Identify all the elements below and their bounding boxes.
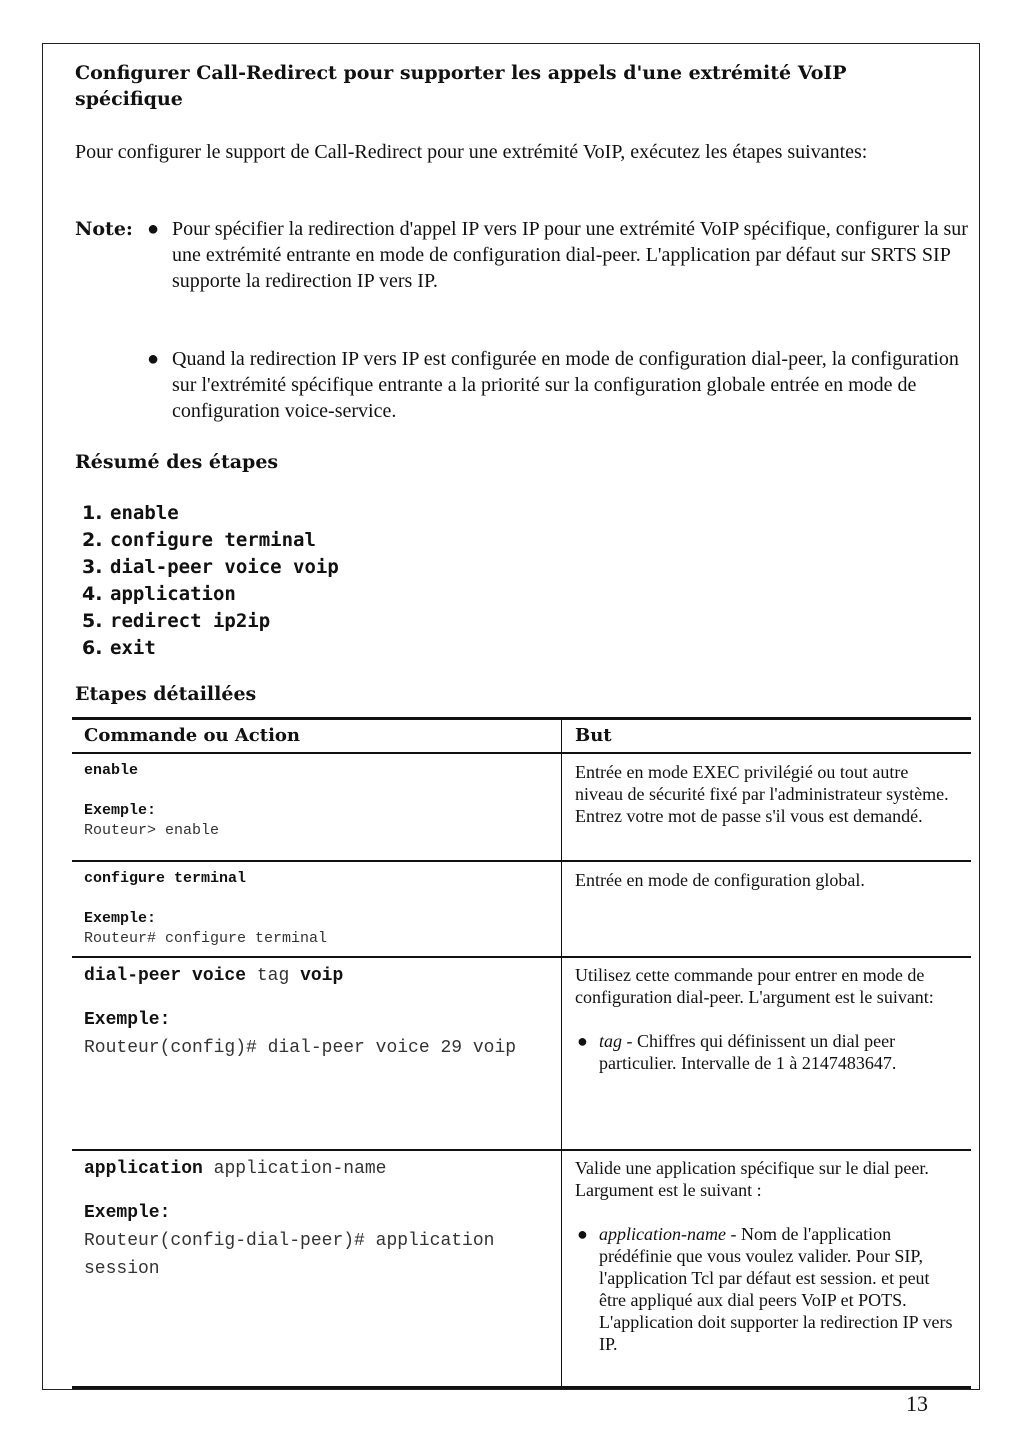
command-text: configure terminal: [84, 870, 247, 887]
page-number: 13: [906, 1391, 928, 1416]
command-syntax: [84, 962, 554, 990]
step-item: [82, 500, 339, 527]
step-number: 4.: [82, 583, 103, 605]
example-code: Routeur(config)# dial-peer voice 29 voip: [84, 1038, 517, 1058]
bullet-icon: ●: [147, 348, 160, 370]
purpose-text: Valide une application spécifique sur le dial peer. Largument est le suivant :: [575, 1158, 929, 1200]
column-header-command: Commande ou Action: [84, 725, 301, 746]
command-keyword: dial-peer voice: [84, 966, 247, 986]
argument-bullet: [575, 1223, 960, 1355]
step-number: 5.: [82, 610, 103, 632]
argument-description: - Chiffres qui définissent un dial peer particulier. Intervalle de 1 à 2147483647.: [599, 1031, 897, 1073]
example-label: Exemple:: [84, 802, 157, 819]
table-row-command: [84, 962, 554, 1062]
example-code: Routeur(config-dial-peer)# application session: [84, 1231, 495, 1279]
note-label: Note:: [75, 218, 133, 240]
table-rule-row: [72, 860, 971, 862]
step-item: [82, 527, 339, 554]
command-argument: tag: [256, 966, 290, 986]
step-command: dial-peer voice voip: [110, 556, 339, 578]
step-number: 2.: [82, 529, 103, 551]
command-keyword: application: [84, 1159, 203, 1179]
table-rule-bottom: [72, 1386, 971, 1389]
table-row-command: [84, 761, 554, 841]
bullet-icon: ●: [147, 218, 160, 240]
note-item-1: [147, 216, 984, 294]
argument-term: tag: [599, 1031, 623, 1051]
step-command: enable: [110, 502, 179, 524]
command-text: enable: [84, 762, 139, 779]
table-row-purpose: Entrée en mode de configuration global.: [575, 870, 865, 890]
note-item-text: Quand la redirection IP vers IP est configurée en mode de configuration dial-peer, la configuration sur l'extrémité spécifique entrante a la priorité sur la configuration globale entrée en mode de configuration voice-service.: [172, 348, 959, 422]
example-code: Routeur# configure terminal: [84, 930, 328, 947]
example-label: Exemple:: [84, 1010, 171, 1030]
example-label: Exemple:: [84, 910, 157, 927]
step-command: redirect ip2ip: [110, 610, 271, 632]
summary-title: Résumé des étapes: [75, 451, 279, 473]
table-row-purpose: [575, 1157, 960, 1355]
note-item-text: Pour spécifier la redirection d'appel IP vers IP pour une extrémité VoIP spécifique, configurer la sur une extrémité entrante en mode de configuration dial-peer. L'application par défaut sur SRTS SIP supporte la redirection IP vers IP.: [172, 218, 968, 292]
table-row-purpose: [575, 964, 960, 1074]
step-command: application: [110, 583, 236, 605]
bullet-icon: ●: [577, 1031, 588, 1051]
section-title: Configurer Call-Redirect pour supporter les appels d'une extrémité VoIP spécifique: [75, 62, 847, 110]
step-item: [82, 608, 339, 635]
command-argument: application-name: [213, 1159, 387, 1179]
bullet-icon: ●: [577, 1224, 588, 1244]
argument-bullet: [575, 1030, 960, 1074]
table-row-command: [84, 1155, 554, 1283]
purpose-text: Utilisez cette commande pour entrer en mode de configuration dial-peer. L'argument est le suivant:: [575, 965, 934, 1007]
table-row-purpose: Entrée en mode EXEC privilégié ou tout autre niveau de sécurité fixé par l'administrateur système. Entrez votre mot de passe s'il vous est demandé.: [575, 762, 949, 826]
step-number: 1.: [82, 502, 103, 524]
table-rule-header: [72, 752, 971, 754]
table-rule-row: [72, 1149, 971, 1151]
step-item: [82, 635, 339, 662]
table-row-command: [84, 869, 554, 949]
column-header-purpose: But: [575, 725, 612, 746]
example-code: Routeur> enable: [84, 822, 220, 839]
table-column-divider: [561, 717, 562, 1388]
step-item: [82, 554, 339, 581]
table-rule-top: [72, 717, 971, 720]
step-command: configure terminal: [110, 529, 316, 551]
steps-list: [82, 500, 339, 662]
note-item-2: [147, 346, 984, 424]
argument-term: application-name: [599, 1224, 726, 1244]
example-label: Exemple:: [84, 1203, 171, 1223]
step-item: [82, 581, 339, 608]
intro-paragraph: Pour configurer le support de Call-Redirect pour une extrémité VoIP, exécutez les étapes suivantes:: [75, 141, 868, 163]
step-command: exit: [110, 637, 156, 659]
command-keyword: voip: [300, 966, 344, 986]
command-syntax: [84, 1155, 554, 1183]
argument-description: - Nom de l'application prédéfinie que vous voulez valider. Pour SIP, l'application Tcl par défaut est session. et peut être appliqué aux dial peers VoIP et POTS. L'application doit supporter la redirection IP vers IP.: [599, 1224, 953, 1354]
table-rule-row: [72, 956, 971, 958]
step-number: 6.: [82, 637, 103, 659]
details-title: Etapes détaillées: [75, 683, 257, 705]
step-number: 3.: [82, 556, 103, 578]
